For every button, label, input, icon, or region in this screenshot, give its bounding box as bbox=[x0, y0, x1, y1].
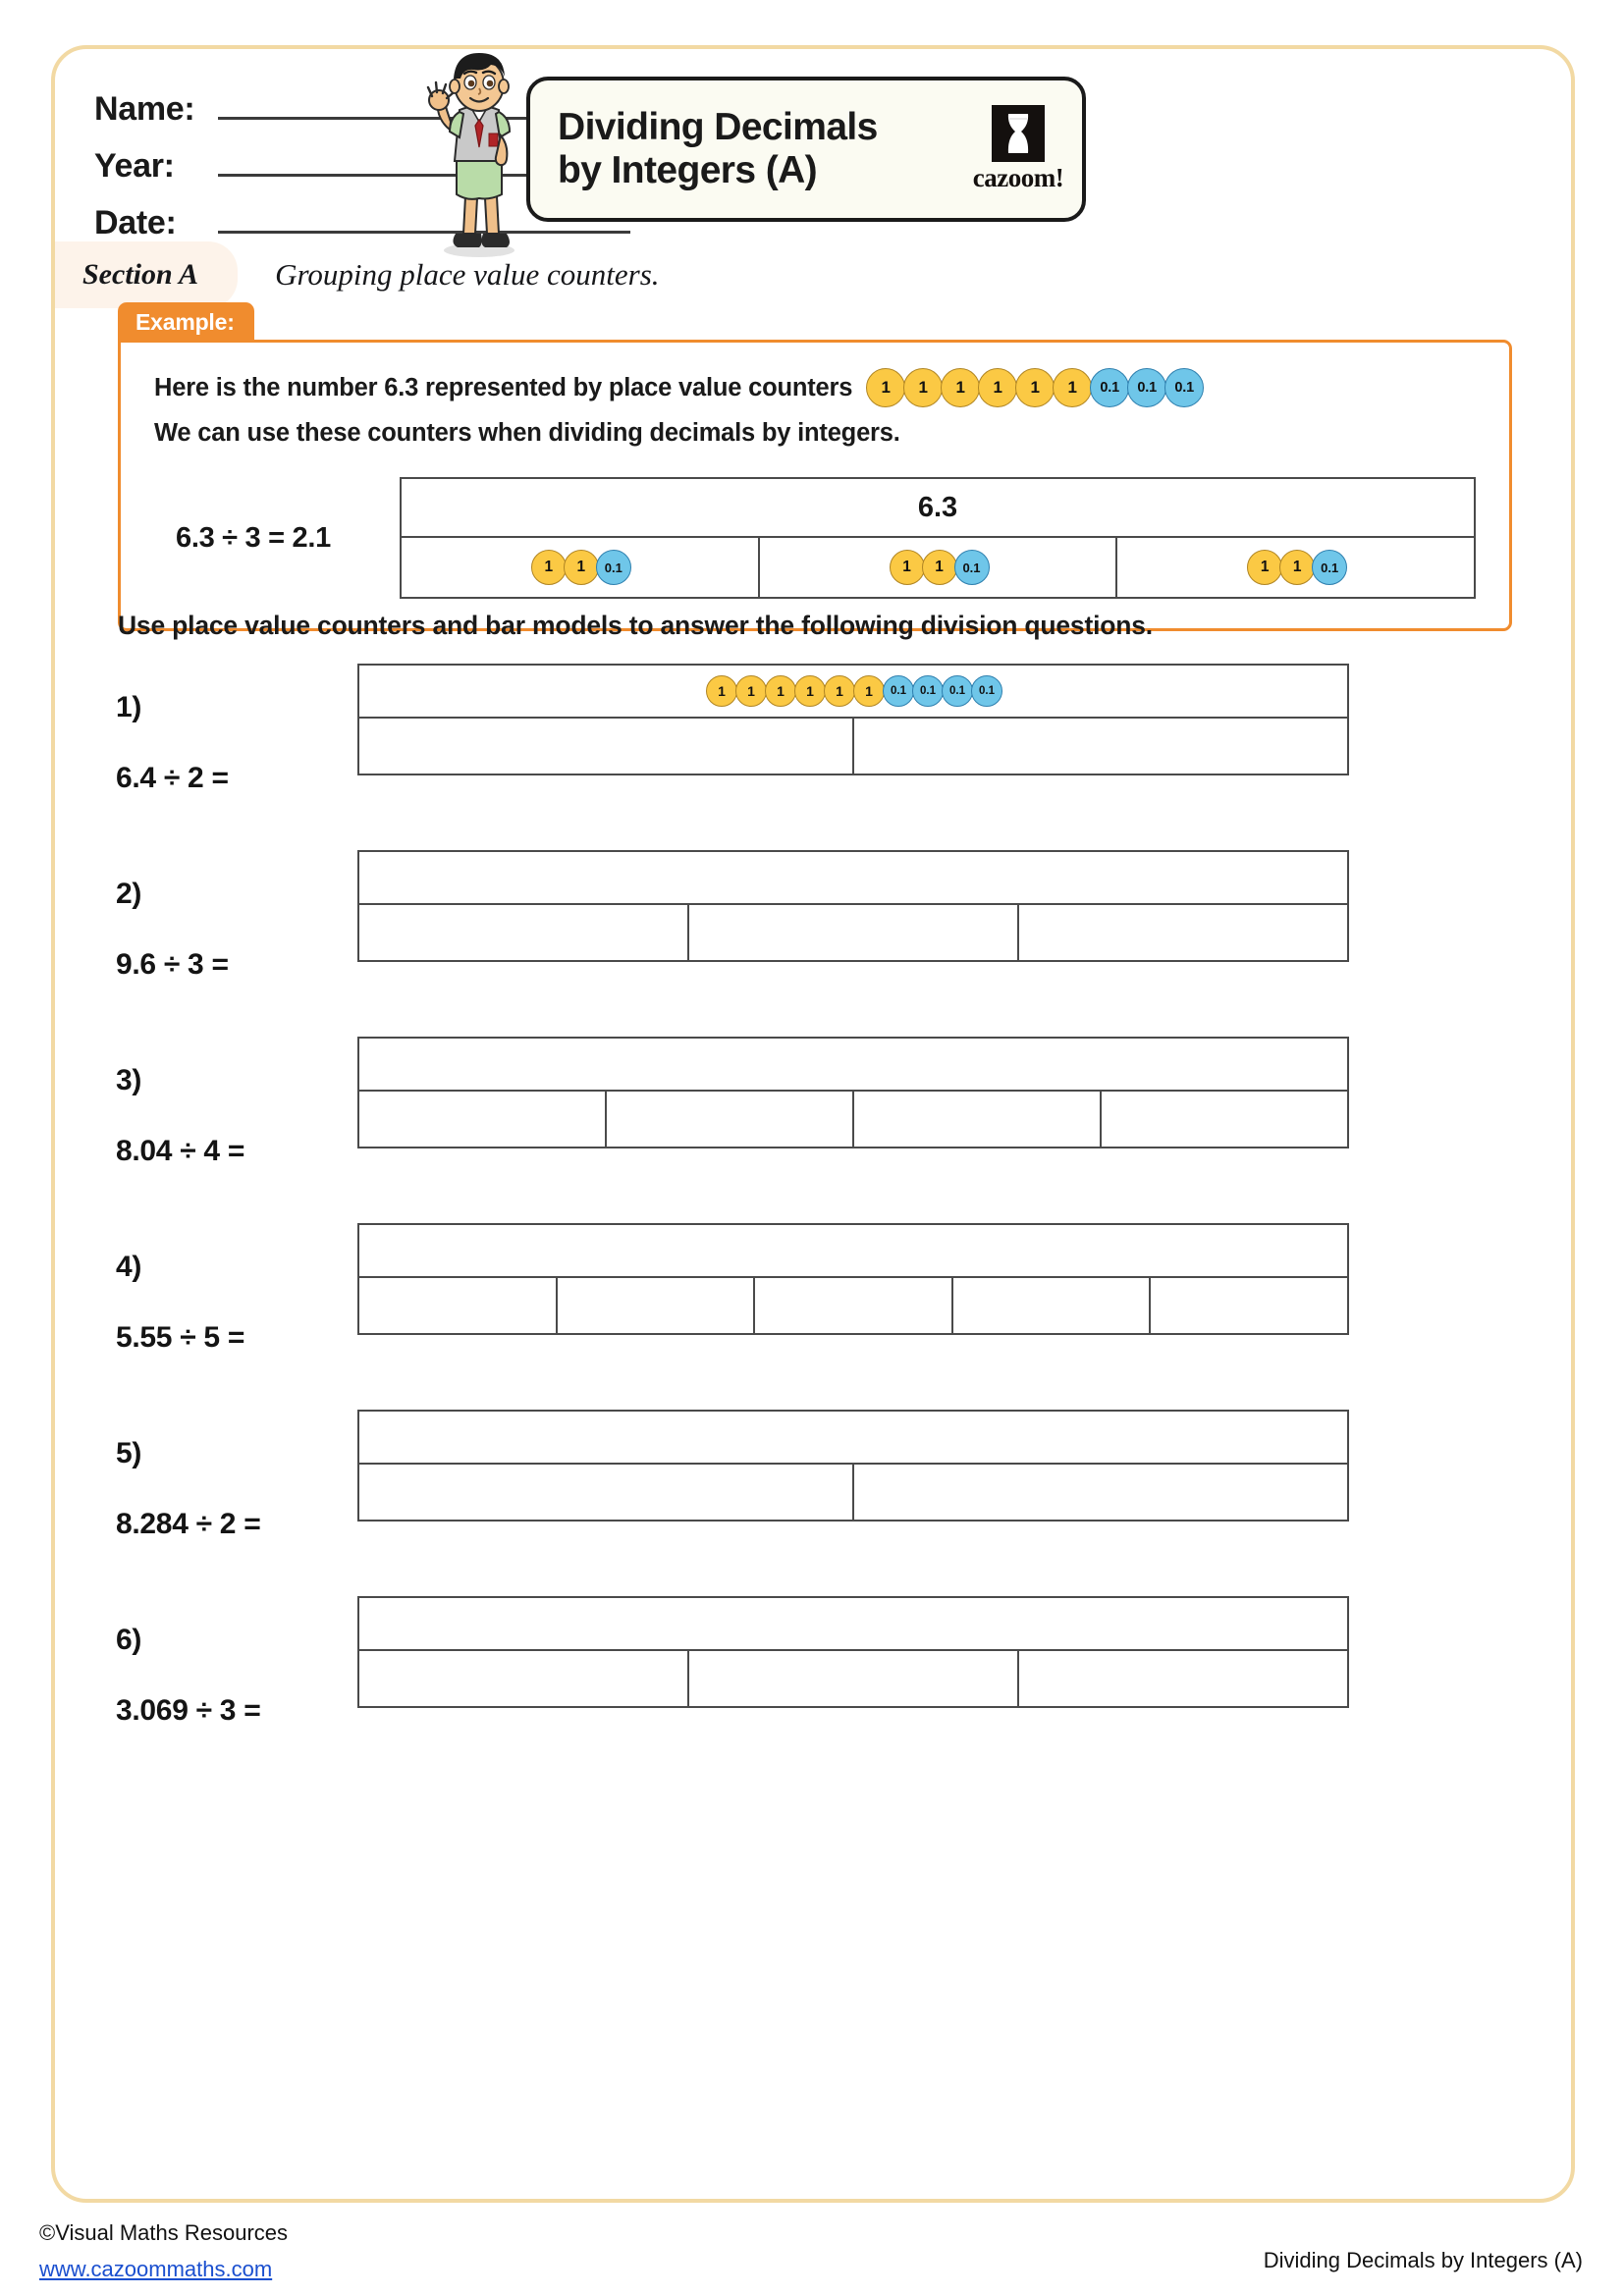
cazoom-website-link[interactable]: www.cazoommaths.com bbox=[39, 2257, 273, 2281]
place-value-counter-one: 1 bbox=[1015, 368, 1055, 407]
question-answer-cell[interactable] bbox=[359, 905, 689, 960]
copyright-text: ©Visual Maths Resources bbox=[39, 2220, 289, 2245]
question-expression: 8.284 ÷ 2 = bbox=[116, 1508, 261, 1540]
question-row bbox=[55, 1031, 1571, 1217]
place-value-counter-one: 1 bbox=[1279, 550, 1315, 585]
place-value-counter-tenth: 0.1 bbox=[883, 675, 914, 707]
question-bar-total-cell[interactable] bbox=[357, 850, 1349, 905]
example-bar-cell bbox=[402, 538, 760, 597]
question-prompt bbox=[55, 1404, 350, 1541]
question-bar-group-row bbox=[357, 1278, 1349, 1335]
question-counter-row bbox=[706, 675, 1001, 707]
question-answer-cell[interactable] bbox=[854, 719, 1347, 774]
date-label: Date: bbox=[94, 204, 177, 241]
place-value-counter-one: 1 bbox=[765, 675, 796, 707]
place-value-counter-one: 1 bbox=[978, 368, 1017, 407]
place-value-counter-tenth: 0.1 bbox=[1127, 368, 1166, 407]
place-value-counter-one: 1 bbox=[903, 368, 943, 407]
schoolboy-mascot-icon bbox=[416, 49, 539, 265]
section-label: Section A bbox=[82, 258, 199, 291]
question-answer-cell[interactable] bbox=[689, 905, 1019, 960]
example-content bbox=[118, 340, 1512, 631]
place-value-counter-one: 1 bbox=[866, 368, 905, 407]
example-line-1-text: Here is the number 6.3 represented by place value counters bbox=[154, 373, 853, 401]
example-bar-cell bbox=[760, 538, 1118, 597]
question-expression: 5.55 ÷ 5 = bbox=[116, 1321, 245, 1354]
question-row bbox=[55, 1404, 1571, 1590]
example-bar-groups bbox=[400, 538, 1476, 599]
questions-list bbox=[55, 658, 1571, 1777]
question-bar-model[interactable] bbox=[357, 1410, 1349, 1522]
place-value-counter-tenth: 0.1 bbox=[1164, 368, 1204, 407]
name-label: Name: bbox=[94, 90, 195, 128]
place-value-counter-tenth: 0.1 bbox=[942, 675, 973, 707]
example-box bbox=[118, 302, 1512, 631]
place-value-counter-tenth: 0.1 bbox=[971, 675, 1002, 707]
worksheet-page bbox=[51, 45, 1575, 2203]
place-value-counter-one: 1 bbox=[531, 550, 567, 585]
question-answer-cell[interactable] bbox=[359, 1092, 607, 1147]
cazoom-logo bbox=[972, 105, 1064, 193]
place-value-counter-tenth: 0.1 bbox=[1312, 550, 1347, 585]
question-bar-model[interactable] bbox=[357, 664, 1349, 775]
question-row bbox=[55, 844, 1571, 1031]
example-group-counters bbox=[531, 550, 628, 585]
example-line-1-row bbox=[154, 368, 1476, 407]
question-answer-cell[interactable] bbox=[755, 1278, 953, 1333]
title-line-1: Dividing Decimals bbox=[558, 106, 878, 149]
place-value-counter-one: 1 bbox=[824, 675, 855, 707]
question-prompt bbox=[55, 658, 350, 795]
question-bar-model[interactable] bbox=[357, 1223, 1349, 1335]
place-value-counter-one: 1 bbox=[890, 550, 925, 585]
example-group-counters bbox=[890, 550, 987, 585]
question-prompt bbox=[55, 1590, 350, 1728]
question-prompt bbox=[55, 1217, 350, 1355]
question-answer-cell[interactable] bbox=[359, 719, 854, 774]
question-prompt bbox=[55, 1031, 350, 1168]
place-value-counter-tenth: 0.1 bbox=[596, 550, 631, 585]
question-bar-model[interactable] bbox=[357, 1037, 1349, 1148]
example-counter-row bbox=[866, 368, 1202, 407]
question-bar-group-row bbox=[357, 719, 1349, 775]
worksheet-title-box bbox=[526, 77, 1086, 222]
question-bar-model[interactable] bbox=[357, 850, 1349, 962]
year-label: Year: bbox=[94, 147, 175, 185]
question-expression: 3.069 ÷ 3 = bbox=[116, 1694, 261, 1727]
example-line-2-text: We can use these counters when dividing decimals by integers. bbox=[154, 419, 900, 447]
question-bar-group-row bbox=[357, 905, 1349, 962]
example-equation: 6.3 ÷ 3 = 2.1 bbox=[176, 521, 331, 554]
question-answer-cell[interactable] bbox=[359, 1278, 558, 1333]
question-bar-total-cell[interactable] bbox=[357, 1037, 1349, 1092]
cazoom-wordmark: cazoom! bbox=[972, 163, 1064, 192]
question-answer-cell[interactable] bbox=[1019, 1651, 1347, 1706]
question-answer-cell[interactable] bbox=[359, 1465, 854, 1520]
question-row bbox=[55, 1217, 1571, 1404]
question-bar-total-cell[interactable] bbox=[357, 1223, 1349, 1278]
place-value-counter-one: 1 bbox=[1247, 550, 1282, 585]
title-line-2: by Integers (A) bbox=[558, 149, 818, 191]
place-value-counter-one: 1 bbox=[794, 675, 826, 707]
question-expression: 9.6 ÷ 3 = bbox=[116, 948, 229, 981]
question-number: 6) bbox=[116, 1624, 142, 1656]
section-description: Grouping place value counters. bbox=[275, 257, 660, 292]
footer-worksheet-name: Dividing Decimals by Integers (A) bbox=[1263, 2248, 1583, 2272]
question-bar-group-row bbox=[357, 1465, 1349, 1522]
place-value-counter-one: 1 bbox=[1053, 368, 1092, 407]
question-bar-total-cell[interactable] bbox=[357, 664, 1349, 719]
example-bar-total: 6.3 bbox=[400, 477, 1476, 538]
place-value-counter-one: 1 bbox=[735, 675, 767, 707]
question-number: 1) bbox=[116, 691, 142, 723]
place-value-counter-one: 1 bbox=[706, 675, 737, 707]
question-answer-cell[interactable] bbox=[1102, 1092, 1347, 1147]
question-answer-cell[interactable] bbox=[1151, 1278, 1347, 1333]
question-row bbox=[55, 1590, 1571, 1777]
example-tab-label: Example: bbox=[118, 302, 254, 342]
question-answer-cell[interactable] bbox=[854, 1465, 1347, 1520]
question-answer-cell[interactable] bbox=[607, 1092, 854, 1147]
question-number: 5) bbox=[116, 1437, 142, 1469]
question-answer-cell[interactable] bbox=[953, 1278, 1152, 1333]
question-answer-cell[interactable] bbox=[854, 1092, 1102, 1147]
hourglass-icon bbox=[992, 105, 1045, 162]
question-row bbox=[55, 658, 1571, 844]
question-bar-total-cell[interactable] bbox=[357, 1410, 1349, 1465]
question-answer-cell[interactable] bbox=[689, 1651, 1019, 1706]
example-bar-cell bbox=[1117, 538, 1474, 597]
question-expression: 6.4 ÷ 2 = bbox=[116, 762, 229, 794]
question-expression: 8.04 ÷ 4 = bbox=[116, 1135, 245, 1167]
place-value-counter-one: 1 bbox=[853, 675, 885, 707]
page-title bbox=[558, 106, 972, 191]
question-bar-group-row bbox=[357, 1651, 1349, 1708]
place-value-counter-one: 1 bbox=[564, 550, 599, 585]
question-number: 3) bbox=[116, 1064, 142, 1096]
place-value-counter-tenth: 0.1 bbox=[954, 550, 990, 585]
place-value-counter-tenth: 0.1 bbox=[912, 675, 944, 707]
example-bar bbox=[400, 477, 1476, 599]
question-answer-cell[interactable] bbox=[1019, 905, 1347, 960]
section-header bbox=[55, 241, 1571, 308]
question-number: 4) bbox=[116, 1251, 142, 1283]
place-value-counter-one: 1 bbox=[922, 550, 957, 585]
example-group-counters bbox=[1247, 550, 1344, 585]
question-answer-cell[interactable] bbox=[558, 1278, 756, 1333]
example-bar-model bbox=[154, 477, 1476, 599]
footer-left bbox=[39, 2216, 288, 2285]
instruction-text: Use place value counters and bar models to answer the following division questions. bbox=[118, 611, 1153, 640]
question-bar-group-row bbox=[357, 1092, 1349, 1148]
question-number: 2) bbox=[116, 878, 142, 910]
question-prompt bbox=[55, 844, 350, 982]
place-value-counter-one: 1 bbox=[941, 368, 980, 407]
section-badge bbox=[55, 241, 238, 308]
place-value-counter-tenth: 0.1 bbox=[1090, 368, 1129, 407]
question-answer-cell[interactable] bbox=[359, 1651, 689, 1706]
question-bar-total-cell[interactable] bbox=[357, 1596, 1349, 1651]
question-bar-model[interactable] bbox=[357, 1596, 1349, 1708]
